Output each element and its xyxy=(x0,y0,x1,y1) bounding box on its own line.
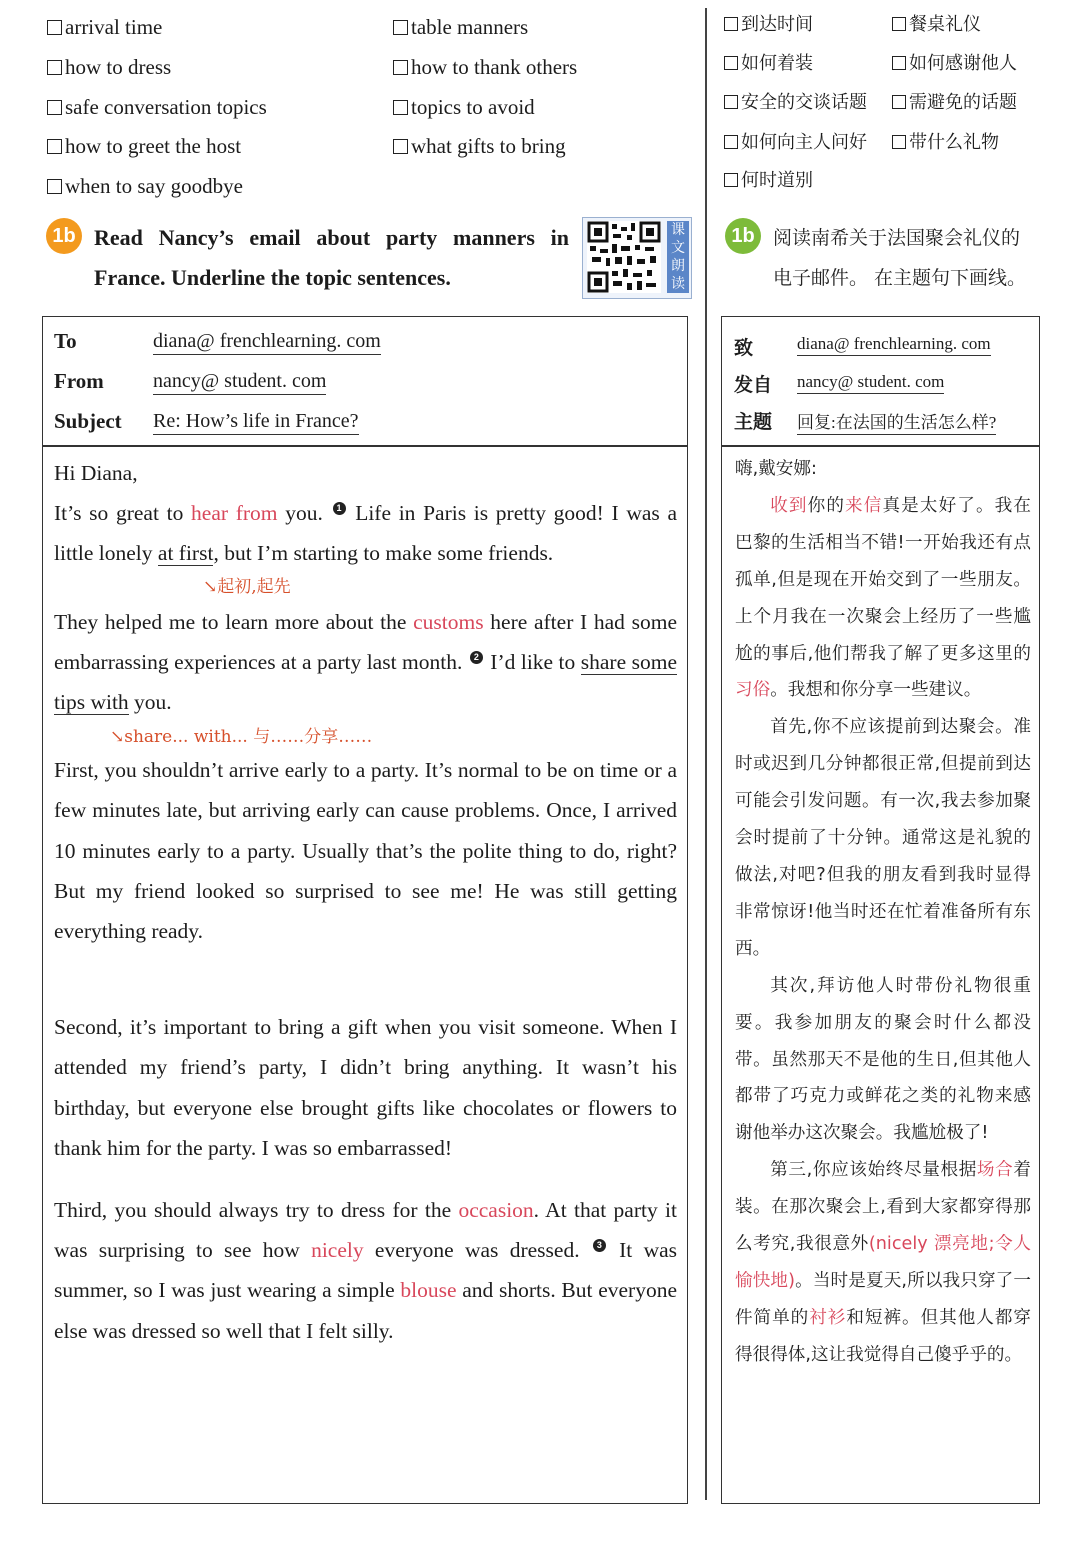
header-divider xyxy=(722,445,1039,447)
subject-label-zh: 主题 xyxy=(734,411,773,433)
checkbox[interactable] xyxy=(393,20,408,35)
paragraph-1: It’s so great to hear from you. 1 Life in Paris is pretty good! I was a little lonely at first, but I’m starting to make some friends. xyxy=(54,501,677,566)
activity-instruction: Read Nancy’s email about party manners in France. Underline the topic sentences. xyxy=(94,225,569,290)
underlined-phrase: share some tips with xyxy=(54,649,677,715)
to-label: To xyxy=(54,329,77,353)
checkbox[interactable] xyxy=(724,173,738,187)
checkbox[interactable] xyxy=(47,100,62,115)
subject-label: Subject xyxy=(54,409,122,433)
checkbox[interactable] xyxy=(47,20,62,35)
footnote-marker: 3 xyxy=(593,1239,606,1252)
checkbox[interactable] xyxy=(892,135,906,149)
vocab-word: 习俗 xyxy=(735,680,771,701)
checklist-item[interactable]: how to greet the host xyxy=(47,136,241,157)
checklist-item-zh[interactable]: 安全的交谈话题 xyxy=(724,94,867,112)
from-address-zh: nancy@ student. com xyxy=(797,372,944,394)
paragraph-3-zh: 其次,拜访他人时带份礼物很重要。我参加朋友的聚会时什么都没带。虽然那天不是他的生日,但其他人都带了巧克力或鲜花之类的礼物来感谢他举办这次聚会。我尴尬极了! xyxy=(735,975,1031,1144)
checkbox[interactable] xyxy=(393,139,408,154)
checkbox[interactable] xyxy=(724,95,738,109)
checkbox[interactable] xyxy=(393,100,408,115)
checklist-item-zh[interactable]: 如何感谢他人 xyxy=(892,55,1017,73)
checklist-item[interactable]: when to say goodbye xyxy=(47,176,243,197)
checklist-item[interactable]: safe conversation topics xyxy=(47,97,267,118)
paragraph-3: First, you shouldn’t arrive early to a party. It’s normal to be on time or a few minutes late, but arriving early can cause problems. Once, I arrived 10 minutes early to a party. Usually that’s the polite thing to do, right? But my friend looked so surprised to see me! He was still getting everything ready. xyxy=(54,758,677,944)
paragraph-2-zh: 首先,你不应该提前到达聚会。准时或迟到几分钟都很正常,但提前到达可能会引发问题。有一次,我去参加聚会时提前了十分钟。通常这是礼貌的做法,对吧?但我的朋友看到我时显得非常惊讶!他当时还在忙着准备所有东西。 xyxy=(735,717,1031,959)
paragraph-4-zh: 第三,你应该始终尽量根据场合着装。在那次聚会上,看到大家都穿得那么考究,我很意外(nicely 漂亮地;令人愉快地)。当时是夏天,所以我只穿了一件简单的衬衫和短裤。但其他人都穿得很得体,这让我觉得自己傻乎乎的。 xyxy=(735,1160,1031,1365)
annotation-note: ↘share... with... 与……分享…… xyxy=(110,727,373,747)
checkbox[interactable] xyxy=(892,95,906,109)
vocab-word: 来信 xyxy=(845,495,883,516)
checklist-item[interactable]: what gifts to bring xyxy=(393,136,566,157)
checklist-item-zh[interactable]: 何时道别 xyxy=(724,172,813,190)
qr-code[interactable] xyxy=(582,217,692,299)
activity-badge: 1b xyxy=(46,218,82,254)
checkbox[interactable] xyxy=(393,60,408,75)
from-address: nancy@ student. com xyxy=(153,370,326,395)
paragraph-5: Third, you should always try to dress for the occasion. At that party it was surprising to see how nicely everyone was dressed. 3 It was summer, so I was just wearing a simple blouse and shorts. But everyone else was dressed so well that I felt silly. xyxy=(54,1198,678,1343)
checklist-item-zh[interactable]: 如何着装 xyxy=(724,55,813,73)
checkbox[interactable] xyxy=(47,60,62,75)
checkbox[interactable] xyxy=(724,17,738,31)
checklist-item[interactable]: how to thank others xyxy=(393,57,577,78)
greeting: Hi Diana, xyxy=(54,461,138,485)
checklist-item-zh[interactable]: 餐桌礼仪 xyxy=(892,16,981,34)
footnote-marker: 1 xyxy=(333,502,346,515)
checklist-item[interactable]: table manners xyxy=(393,17,528,38)
checkbox[interactable] xyxy=(47,179,62,194)
checkbox[interactable] xyxy=(724,56,738,70)
vocab-word: 场合 xyxy=(976,1160,1014,1181)
vocab-word: occasion xyxy=(458,1198,534,1223)
checkbox[interactable] xyxy=(47,139,62,154)
greeting-zh: 嗨,戴安娜: xyxy=(735,459,817,479)
paragraph-4: Second, it’s important to bring a gift when you visit someone. When I attended my friend’s party, I didn’t bring anything. It wasn’t his birthday, but everyone else brought gifts like chocolates or flowers to thank him for the party. I was so embarrassed! xyxy=(54,1015,677,1160)
checkbox[interactable] xyxy=(892,56,906,70)
checklist-item-zh[interactable]: 带什么礼物 xyxy=(892,134,999,152)
vocab-word: nicely xyxy=(311,1238,364,1263)
from-label-zh: 发自 xyxy=(734,374,773,396)
checklist-item-zh[interactable]: 如何向主人问好 xyxy=(724,134,867,152)
subject-text: Re: How’s life in France? xyxy=(153,410,359,435)
qr-label: 课文朗读 xyxy=(667,221,689,293)
activity-badge-zh: 1b xyxy=(725,218,761,254)
from-label: From xyxy=(54,369,104,393)
vocab-word: blouse xyxy=(400,1278,457,1303)
to-label-zh: 致 xyxy=(734,337,754,359)
checklist-item[interactable]: arrival time xyxy=(47,17,162,38)
vocab-word: customs xyxy=(413,609,484,634)
paragraph-2: They helped me to learn more about the customs here after I had some embarrassing experiences at a party last month. 2 I’d like to share some tips with you. xyxy=(54,609,677,715)
paragraph-1-zh: 收到你的来信真是太好了。我在巴黎的生活相当不错!一开始我还有点孤单,但是现在开始交到了一些朋友。上个月我在一次聚会上经历了一些尴尬的事后,他们帮我了解了更多这里的习俗。我想和你分享一些建议。 xyxy=(735,495,1031,701)
checklist-item-zh[interactable]: 到达时间 xyxy=(724,16,813,34)
subject-text-zh: 回复:在法国的生活怎么样? xyxy=(797,408,996,435)
vocab-word: hear from xyxy=(191,501,278,526)
qr-code-icon xyxy=(587,221,661,293)
checklist-item[interactable]: topics to avoid xyxy=(393,97,535,118)
email-body xyxy=(54,453,677,1351)
checkbox[interactable] xyxy=(892,17,906,31)
vocab-word: (nicely 漂亮地;令人愉快地) xyxy=(735,1234,1031,1291)
email-body-zh xyxy=(735,451,1031,1374)
checklist-item-zh[interactable]: 需避免的话题 xyxy=(892,94,1017,112)
checkbox[interactable] xyxy=(724,135,738,149)
header-divider xyxy=(43,445,687,447)
annotation-note: ↘起初,起先 xyxy=(203,577,291,597)
vocab-word: 收到 xyxy=(770,495,808,516)
activity-instruction-zh: 阅读南希关于法国聚会礼仪的 电子邮件。 在主题句下画线。 xyxy=(773,227,1027,289)
underlined-phrase: at first xyxy=(157,541,214,566)
footnote-marker: 2 xyxy=(470,651,483,664)
to-address-zh: diana@ frenchlearning. com xyxy=(797,334,991,356)
vocab-word: 衬衫 xyxy=(809,1307,847,1328)
column-divider xyxy=(705,8,707,1500)
checklist-item[interactable]: how to dress xyxy=(47,57,171,78)
to-address: diana@ frenchlearning. com xyxy=(153,330,381,355)
